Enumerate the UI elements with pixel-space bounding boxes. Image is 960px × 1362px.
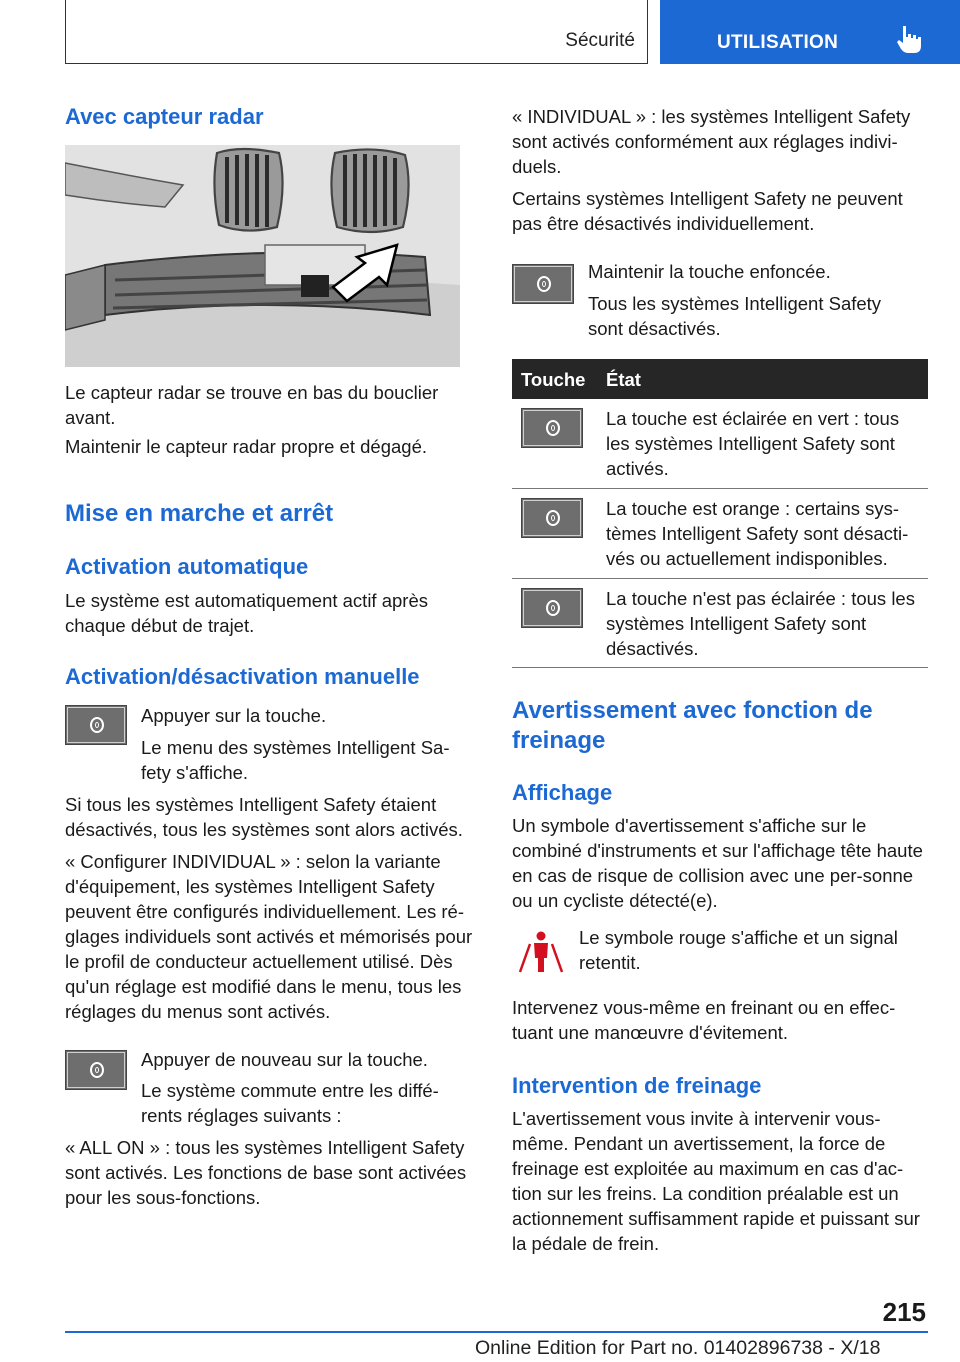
paragraph-si-tous: Si tous les systèmes Intelligent Safety étaient désactivés, tous les systèmes sont alors activés. [65, 794, 463, 840]
chapter-tab-label: UTILISATION [717, 32, 839, 53]
paragraph-affichage: Un symbole d'avertissement s'affiche sur le combiné d'instruments et sur l'affichage tête haute en cas de risque de collision avec une per-sonne ou un cycliste détecté(e). [512, 815, 923, 911]
intelligent-safety-button-icon [65, 705, 127, 745]
paragraph-red-symbol: Le symbole rouge s'affiche et un signal retentit. [579, 927, 898, 973]
table-header [512, 359, 928, 399]
pedestrian-warning-icon [516, 928, 566, 976]
heading-radar: Avec capteur radar [65, 104, 264, 129]
button-state-orange-icon [521, 498, 583, 538]
paragraph-intervention: L'avertissement vous invite à intervenir vous-même. Pendant un avertissement, la force de freinage est exploitée au maximum en cas d'ac-tion sur les freins. La condition préalable est un actionnement suffisamment rapide et puissant sur la pédale de frein. [512, 1108, 920, 1254]
paragraph-activation-auto: Le système est automatiquement actif après chaque début de trajet. [65, 590, 428, 636]
table-divider [512, 488, 928, 489]
paragraph-press-button: Appuyer sur la touche. [141, 705, 327, 726]
paragraph-individual: « INDIVIDUAL » : les systèmes Intelligent Safety sont activés conformément aux réglages indivi-duels. [512, 106, 911, 177]
button-state-off-icon [521, 588, 583, 628]
page-number: 215 [882, 1297, 926, 1327]
paragraph-intervenez: Intervenez vous-même en freinant ou en effec-tuant une manœuvre d'évitement. [512, 997, 896, 1043]
heading-activation-auto: Activation automatique [65, 554, 309, 579]
intelligent-safety-button-icon-3 [512, 264, 574, 304]
heading-activation-manual: Activation/désactivation manuelle [65, 664, 420, 689]
footer-divider [65, 1331, 928, 1333]
paragraph-all-on: « ALL ON » : tous les systèmes Intelligent Safety sont activés. Les fonctions de base sont activées pour les sous-fonctions. [65, 1137, 467, 1208]
table-header-etat: État [606, 369, 641, 390]
paragraph-configurer: « Configurer INDIVIDUAL » : selon la variante d'équipement, les systèmes Intelligent Safety peuvent être configurés individuellement. Les ré-glages individuels sont activés et mémorisés pour le profil de conducteur actuellement utilisé. Dès qu'un réglage est modifié dans le menu, tous les réglages du menus sont activés. [65, 851, 473, 1022]
paragraph-radar-clean: Maintenir le capteur radar propre et dégagé. [65, 436, 427, 457]
paragraph-certains: Certains systèmes Intelligent Safety ne peuvent pas être désactivés individuellement. [512, 188, 903, 234]
chapter-tab[interactable] [660, 0, 960, 64]
heading-mise-en-marche: Mise en marche et arrêt [65, 500, 334, 527]
table-cell-state: La touche n'est pas éclairée : tous les systèmes Intelligent Safety sont désactivés. [606, 588, 915, 659]
table-divider [512, 667, 928, 668]
header-frame [65, 0, 648, 64]
paragraph-press-again: Appuyer de nouveau sur la touche. [141, 1049, 428, 1070]
table-cell-state: La touche est orange : certains sys-tèmes Intelligent Safety sont désacti-vés ou actuellement indisponibles. [606, 498, 909, 569]
radar-sensor-illustration [65, 145, 460, 367]
section-title: Sécurité [565, 30, 635, 51]
paragraph-menu-shows: Le menu des systèmes Intelligent Sa-fety s'affiche. [141, 737, 450, 783]
footer-edition: Online Edition for Part no. 01402896738 - X/18 [475, 1337, 881, 1359]
table-header-touche: Touche [521, 369, 586, 390]
paragraph-all-disabled: Tous les systèmes Intelligent Safety sont désactivés. [588, 293, 882, 339]
table-divider [512, 578, 928, 579]
heading-affichage: Affichage [512, 780, 613, 805]
table-cell-state: La touche est éclairée en vert : tous les systèmes Intelligent Safety sont activés. [606, 408, 900, 479]
paragraph-hold-button: Maintenir la touche enfoncée. [588, 261, 831, 282]
paragraph-radar-location: Le capteur radar se trouve en bas du bouclier avant. [65, 382, 439, 428]
paragraph-system-switch: Le système commute entre les diffé-rents réglages suivants : [141, 1080, 439, 1126]
heading-intervention: Intervention de freinage [512, 1073, 762, 1098]
intelligent-safety-button-icon-2 [65, 1050, 127, 1090]
button-state-green-icon [521, 408, 583, 448]
pointing-hand-icon [896, 24, 922, 54]
heading-avertissement: Avertissement avec fonction de freinage [512, 697, 873, 754]
